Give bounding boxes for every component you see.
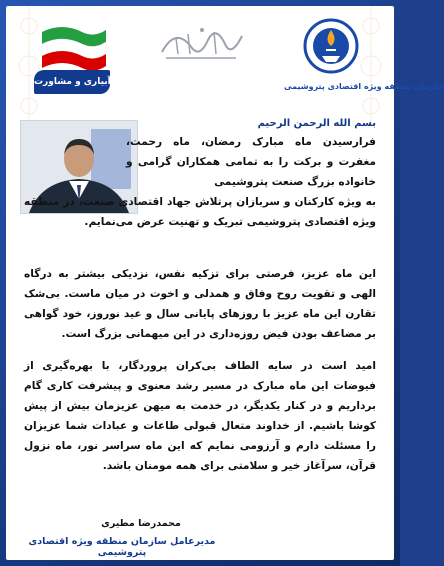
signatory-title: مدیرعامل سازمان منطقه ویژه اقتصادی پتروشیمی (28, 536, 216, 558)
left-logo (32, 20, 146, 92)
flag-icon (32, 20, 112, 72)
paragraph-2: این ماه عزیز، فرصتی برای تزکیه نفس، نزدیکی بیشتر به درگاه الهی و تقویت روح وفاق و همدلی و اخوت در میان ماست. بی‌شک تقارن این ماه عزیز با روزهای پایانی سال و عید نوروز، خود گواهی بر مضاعف بودن فیض روزه‌داری در این میهمانی بزرگ است. (24, 268, 376, 340)
left-logo-text: حسینی آبیاری و مشاورت (34, 70, 110, 94)
bismillah-calligraphy-icon (156, 18, 246, 68)
signatory-name: محمدرضا مطیری (101, 518, 181, 529)
right-logo-name: سازمان منطقه ویژه اقتصادی پتروشیمی (284, 82, 444, 91)
right-logo (284, 16, 444, 96)
message-card (6, 6, 444, 560)
paragraph-1b: به ویژه کارکنان و سربازان پرتلاش جهاد اقتصادی صنعت، در منطقه ویژه اقتصادی پتروشیمی تبریک و تهنیت عرض می‌نمایم. (24, 196, 376, 228)
header (6, 6, 444, 106)
bismillah-line: بسم الله الرحمن الرحیم (257, 118, 376, 129)
petrochemical-logo-icon (296, 16, 366, 80)
paragraph-3: امید است در سایه الطاف بی‌کران پروردگار، با بهره‌گیری از فیوضات این ماه مبارک در مسیر رشد معنوی و پیشرفت کاری گام برداریم و در کنار یکدیگر، در خدمت به میهن عزیزمان بیش از پیش کوشا باشیم. از خداوند متعال قبولی طاعات و عبادات شما عزیزان را مسئلت دارم و آرزومی نمایم که این ماه سراسر نور، ماه نزول قرآن، سرآغاز خیر و سلامتی برای همه مومنان باشد. (24, 360, 376, 472)
paragraph-1a: فرارسیدن ماه مبارک رمضان، ماه رحمت، مغفرت و برکت را به تمامی همکاران گرامی و خانواده بزرگ صنعت پتروشیمی (126, 136, 376, 188)
